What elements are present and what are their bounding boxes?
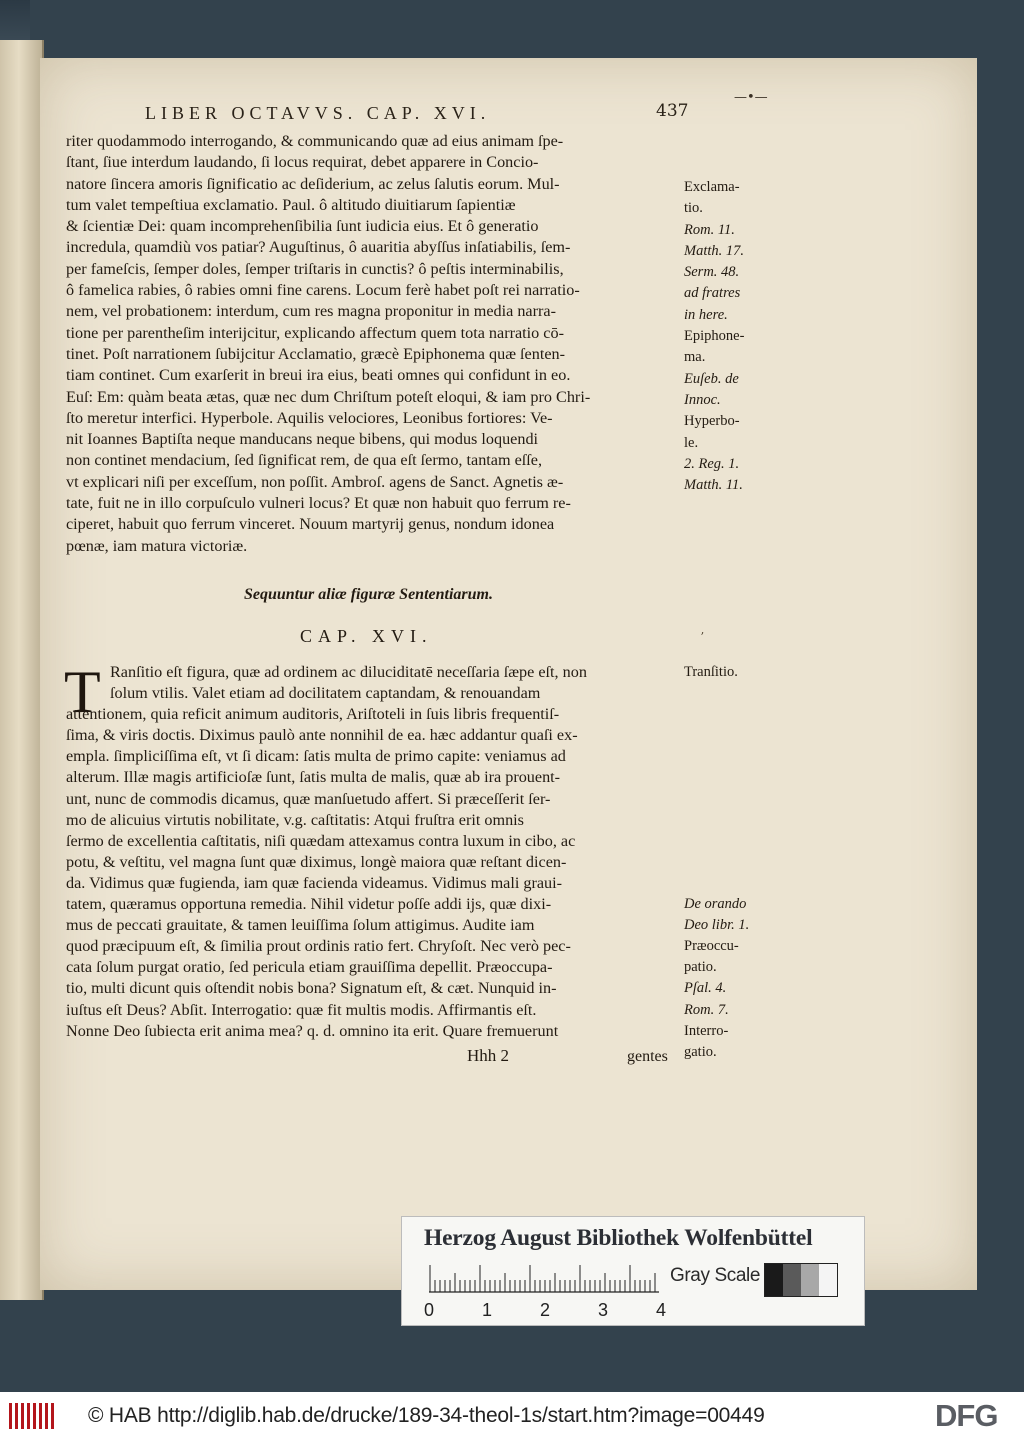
margin-note: gatio. <box>684 1043 717 1060</box>
text-line: riter quodammodo interrogando, & communicando quæ ad eius animam ſpe- <box>66 132 564 150</box>
gray-swatch <box>801 1264 819 1296</box>
gray-swatch <box>783 1264 801 1296</box>
text-line: cata ſolum purgat oratio, ſed pericula etiam grauiſſima depellit. Præoccupa- <box>66 958 553 977</box>
margin-note <box>684 770 749 791</box>
text-line: quod præcipuum eſt, & ſimilia prout ordinis ratio fert. Chryſoſt. Nec verò pec- <box>66 937 571 956</box>
ruler-number: 1 <box>482 1300 493 1320</box>
text-line: nit Ioannes Baptiſta neque manducans neque bibens, qui modus loquendi <box>66 430 539 449</box>
ruler-number: 4 <box>656 1300 667 1320</box>
margin-note: Præoccu- <box>684 938 739 955</box>
ruler-scale <box>429 1265 659 1293</box>
margin-note: Interro- <box>684 1022 729 1039</box>
margin-note: Matth. 11. <box>684 477 743 494</box>
text-line: nem, vel probationem: interdum, cum res magna proponitur in media narra- <box>66 302 556 321</box>
margin-note <box>684 728 749 749</box>
margin-note <box>684 686 749 707</box>
text-line: potu, & veſtitu, vel magna ſunt quæ diximus, longè maiora quæ reſtant dicen- <box>66 852 567 871</box>
library-scale-label <box>401 1216 865 1326</box>
text-line: vt explicari niſi per exceſſum, non poſſit. Ambroſ. agens de Sanct. Agnetis æ- <box>66 472 564 491</box>
margin-note <box>684 792 749 813</box>
text-line: unt, nunc de commodis dicamus, quæ manſuetudo affert. Si præceſſerit ſer- <box>66 789 551 808</box>
footer-bar <box>0 1392 1024 1439</box>
gray-scale-swatches <box>764 1263 838 1297</box>
text-line: tio, multi dicunt quis oſtendit nobis bona? Signatum eſt, & cæt. Nunquid in- <box>66 979 557 998</box>
text-line: tate, fuit ne in illo corpuſculo vulneri locus? Et quæ non habuit quo ferrum re- <box>66 494 571 513</box>
margin-note: De orando <box>684 896 747 913</box>
text-line: incredula, quamdiù vos patiar? Auguſtinus, ô auaritia abyſſus inſatiabilis, ſem- <box>66 238 571 257</box>
text-block-lower <box>64 659 587 1044</box>
text-line: mus de peccati grauitate, & tamen leuiſſima ſolum attigimus. Audite iam <box>66 916 535 935</box>
dfg-logo: DFG <box>935 1398 998 1433</box>
drop-cap: T <box>64 659 101 725</box>
margin-note: Rom. 11. <box>684 221 735 238</box>
margin-note: Tranſitio. <box>684 664 738 680</box>
margin-note: ad fratres <box>684 285 741 302</box>
text-line: & ſcientiæ Dei: quam incomprehenſibilia ſunt iudicia eius. Et ô generatio <box>66 217 539 236</box>
margin-note: Epiphone- <box>684 328 745 345</box>
signature-mark: Hhh 2 <box>467 1046 510 1065</box>
hab-logo-icon <box>8 1401 56 1431</box>
margin-note: tio. <box>684 200 703 217</box>
text-line: Euſ: Em: quàm beata ætas, quæ nec dum Chriſtum poteſt eloqui, & iam pro Chri- <box>66 387 591 406</box>
gray-swatch <box>819 1264 837 1296</box>
margin-note: Exclama- <box>684 179 740 195</box>
margin-note: Matth. 17. <box>684 242 745 259</box>
margin-note: 2. Reg. 1. <box>684 455 740 472</box>
text-line: ciperet, habuit quo ferrum vinceret. Nouum martyrij genus, nondum idonea <box>66 515 555 534</box>
margin-note <box>684 855 749 876</box>
margin-note: Euſeb. de <box>684 370 739 387</box>
text-line: ſto meretur interfici. Hyperbole. Aquilis velociores, Leonibus fortiores: Ve- <box>66 408 553 427</box>
library-name: Herzog August Bibliothek Wolfenbüttel <box>424 1225 813 1251</box>
scan-shadow <box>0 0 30 40</box>
margin-notes-lower <box>684 665 749 1066</box>
margin-note: ma. <box>684 349 706 366</box>
margin-note: Deo libr. 1. <box>684 917 750 934</box>
text-line: ſermo de excellentia caſtitatis, niſi quædam attexamus contra luxum in cibo, ac <box>66 831 576 850</box>
gray-swatch <box>765 1264 783 1296</box>
text-line: tiam continet. Cum exarſerit in breui ira eius, beati omnes qui confidunt in eo. <box>66 366 571 385</box>
text-line: ſima, & viris doctis. Diximus paulò ante nonnihil de ea. hæc addantur quaſi ex- <box>66 726 578 745</box>
margin-note <box>684 813 749 834</box>
copyright-url[interactable]: © HAB http://diglib.hab.de/drucke/189-34-theol-1s/start.htm?image=00449 <box>88 1404 765 1427</box>
page-number: 437 <box>656 101 689 121</box>
margin-note <box>684 876 749 897</box>
ruler-number: 2 <box>540 1300 551 1320</box>
text-line: ô famelica rabies, ô rabies omni fine carens. Locum ferè habet poſt rei narratio- <box>66 281 580 300</box>
catchword: gentes <box>627 1048 668 1065</box>
text-line: mo de alicuius virtutis nobilitate, v.g. caſtitatis: Atqui fruſtra erit omnis <box>66 810 524 829</box>
text-line: non continet mendacium, ſed ſignificat rem, de qua eſt ſermo, tantam eſſe, <box>66 451 543 470</box>
adjacent-page-edge <box>0 40 44 1300</box>
text-line: empla. ſimpliciſſima eſt, vt ſi dicam: ſatis multa de primo capite: veniamus ad <box>66 747 566 766</box>
ruler-number: 3 <box>598 1300 609 1320</box>
text-line: da. Vidimus quæ fugienda, iam quæ facienda videamus. Vidimus mali graui- <box>66 873 563 892</box>
text-line: tinet. Poſt narrationem ſubijcitur Acclamatio, græcè Epiphonema quæ ſenten- <box>66 344 565 363</box>
margin-note: Hyperbo- <box>684 413 740 430</box>
margin-note <box>684 707 749 728</box>
chapter-heading: CAP. XVI. <box>300 626 433 646</box>
text-line: ſolum vtilis. Valet etiam ad docilitatem captandam, & renouandam <box>110 684 541 703</box>
margin-note: Innoc. <box>684 391 721 408</box>
text-line: Nonne Deo ſubiecta erit anima mea? q. d. omnino ita erit. Quare fremuerunt <box>66 1021 559 1040</box>
text-line: attentionem, quia reficit animum auditoris, Ariſtoteli in ſuis libris frequentiſ- <box>66 705 560 724</box>
running-head: LIBER OCTAVVS. CAP. XVI. <box>145 103 491 123</box>
ink-mark: ʼ <box>700 630 704 644</box>
text-line: Ranſitio eſt figura, quæ ad ordinem ac diluciditatē neceſſaria ſæpe eſt, non <box>110 663 587 681</box>
margin-note: in here. <box>684 306 728 323</box>
text-line: iuſtus eſt Deus? Abſit. Interrogatio: quæ fit multis modis. Affirmantis eſt. <box>66 1000 537 1019</box>
text-line: tatem, quæramus opportuna remedia. Nihil videtur poſſe addi ijs, quæ dixi- <box>66 895 552 914</box>
corner-mark: —•— <box>734 90 768 105</box>
text-line: ſtant, ſiue interdum laudando, ſi locus requirat, debet apparere in Concio- <box>66 153 539 172</box>
text-line: natore ſincera amoris ſignificatio ac deſiderium, ac zelus ſalutis eorum. Mul- <box>66 174 560 193</box>
margin-note: Pſal. 4. <box>684 980 727 997</box>
margin-note <box>684 834 749 855</box>
text-line: pœnæ, iam matura victoriæ. <box>66 536 248 555</box>
margin-note: Rom. 7. <box>684 1001 729 1018</box>
text-line: tione per parentheſim interijcitur, explicando affectum quem tota narratio cō- <box>66 323 564 342</box>
margin-note: le. <box>684 434 699 451</box>
margin-notes-upper <box>684 180 744 499</box>
text-line: per fameſcis, ſemper doles, ſemper triſtaris in cunctis? ô peſtis interminabilis, <box>66 259 564 278</box>
text-line: alterum. Illæ magis artificioſæ ſunt, ſatis multa de malis, quæ ab ira prouent- <box>66 768 561 787</box>
gray-scale-label: Gray Scale <box>670 1265 760 1286</box>
margin-note <box>684 749 749 770</box>
margin-note: patio. <box>684 959 717 976</box>
text-block-upper <box>66 133 590 559</box>
margin-note: Serm. 48. <box>684 264 740 281</box>
text-line: tum valet tempeſtiua exclamatio. Paul. ô altitudo diuitiarum ſapientiæ <box>66 195 516 214</box>
ruler-number: 0 <box>424 1300 435 1320</box>
section-title: Sequuntur aliæ figuræ Sententiarum. <box>244 586 493 603</box>
